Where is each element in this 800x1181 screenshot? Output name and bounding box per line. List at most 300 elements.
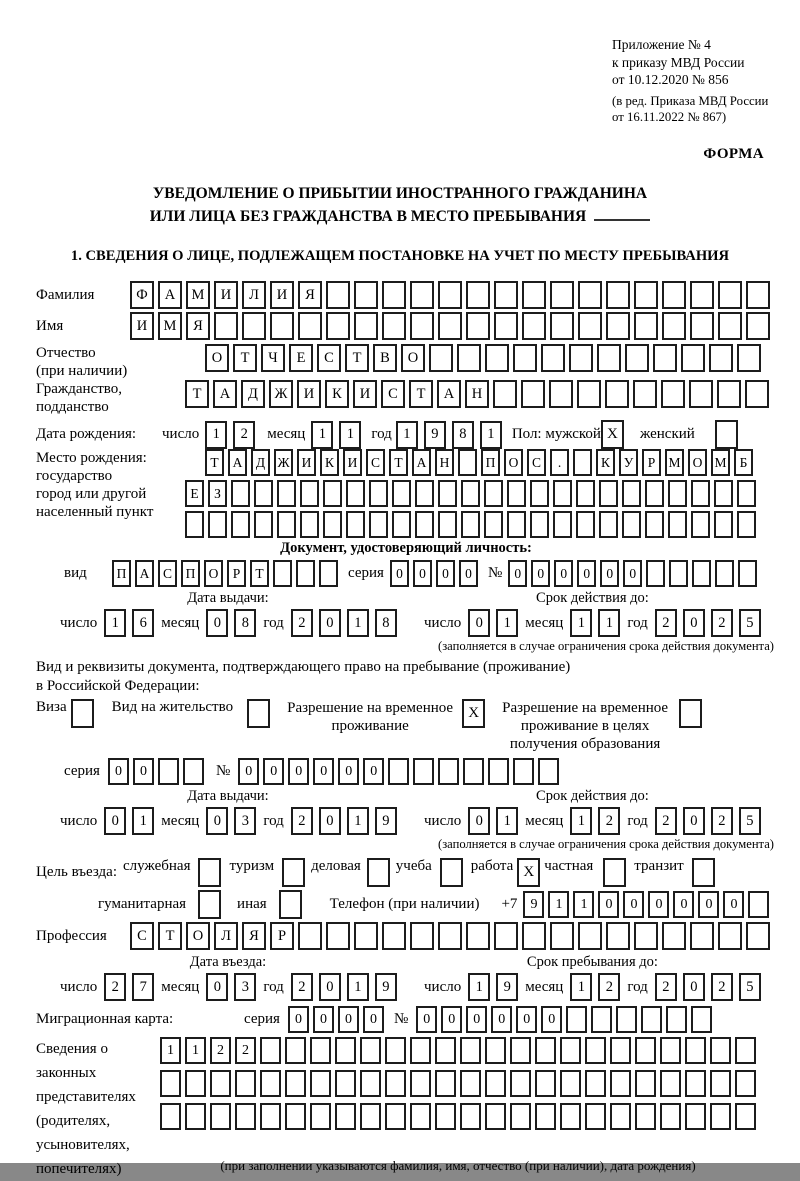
char-cell[interactable]: М [186,281,210,309]
char-cell[interactable]: З [208,480,227,507]
char-cell[interactable]: 0 [319,973,341,1001]
char-cell[interactable]: Б [734,449,753,476]
char-cell[interactable] [346,511,365,538]
char-cell[interactable]: 8 [234,609,256,637]
char-cell[interactable] [668,480,687,507]
char-cell[interactable]: 1 [347,609,369,637]
char-cell[interactable]: С [366,449,385,476]
char-cell[interactable] [485,1037,506,1064]
char-cell[interactable] [457,344,481,372]
char-cell[interactable]: 1 [339,421,361,449]
char-cell[interactable] [507,480,526,507]
char-cell[interactable]: П [481,449,500,476]
char-cell[interactable]: К [325,380,349,408]
char-cell[interactable] [685,1037,706,1064]
char-cell[interactable] [354,281,378,309]
char-cell[interactable]: С [130,922,154,950]
char-cell[interactable]: 1 [160,1037,181,1064]
char-cell[interactable] [689,380,713,408]
char-cell[interactable] [576,480,595,507]
char-cell[interactable]: 6 [132,609,154,637]
char-cell[interactable] [413,758,434,785]
char-cell[interactable] [597,344,621,372]
char-cell[interactable]: 5 [739,609,761,637]
char-cell[interactable]: 1 [598,609,620,637]
char-cell[interactable]: 2 [711,609,733,637]
char-cell[interactable]: А [228,449,247,476]
char-cell[interactable] [185,511,204,538]
char-cell[interactable]: А [412,449,431,476]
char-cell[interactable]: Р [270,922,294,950]
char-cell[interactable] [692,560,711,587]
char-cell[interactable] [435,1070,456,1097]
char-cell[interactable] [260,1037,281,1064]
char-cell[interactable] [461,511,480,538]
char-cell[interactable] [710,1037,731,1064]
char-cell[interactable]: Л [214,922,238,950]
char-cell[interactable] [392,511,411,538]
char-cell[interactable]: 1 [347,973,369,1001]
char-cell[interactable]: 0 [363,1006,384,1033]
purpose-study-checkbox[interactable] [440,858,463,887]
char-cell[interactable]: 2 [711,807,733,835]
char-cell[interactable] [235,1070,256,1097]
char-cell[interactable]: 0 [683,807,705,835]
char-cell[interactable] [606,312,630,340]
purpose-work-checkbox[interactable]: X [517,858,540,887]
char-cell[interactable]: 0 [390,560,409,587]
char-cell[interactable] [410,1070,431,1097]
char-cell[interactable] [185,1103,206,1130]
char-cell[interactable] [326,281,350,309]
char-cell[interactable] [573,449,592,476]
char-cell[interactable] [746,281,770,309]
char-cell[interactable] [298,312,322,340]
char-cell[interactable] [718,312,742,340]
char-cell[interactable] [323,511,342,538]
char-cell[interactable] [415,480,434,507]
char-cell[interactable]: А [213,380,237,408]
char-cell[interactable] [748,891,769,918]
char-cell[interactable]: 9 [424,421,446,449]
char-cell[interactable]: 1 [396,421,418,449]
char-cell[interactable]: У [619,449,638,476]
char-cell[interactable] [435,1103,456,1130]
char-cell[interactable] [566,1006,587,1033]
char-cell[interactable] [668,511,687,538]
char-cell[interactable]: П [112,560,131,587]
char-cell[interactable] [685,1103,706,1130]
char-cell[interactable] [681,344,705,372]
char-cell[interactable] [214,312,238,340]
char-cell[interactable] [685,1070,706,1097]
char-cell[interactable] [714,511,733,538]
char-cell[interactable]: 0 [313,1006,334,1033]
char-cell[interactable]: Т [185,380,209,408]
char-cell[interactable]: 0 [238,758,259,785]
char-cell[interactable]: А [437,380,461,408]
char-cell[interactable] [438,511,457,538]
char-cell[interactable] [578,281,602,309]
char-cell[interactable] [438,480,457,507]
char-cell[interactable] [410,312,434,340]
char-cell[interactable]: 1 [570,973,592,1001]
char-cell[interactable]: М [711,449,730,476]
char-cell[interactable]: К [596,449,615,476]
purpose-private-checkbox[interactable] [603,858,626,887]
char-cell[interactable]: 1 [185,1037,206,1064]
char-cell[interactable]: Т [233,344,257,372]
char-cell[interactable] [576,511,595,538]
char-cell[interactable]: Р [642,449,661,476]
char-cell[interactable] [410,922,434,950]
char-cell[interactable] [494,281,518,309]
char-cell[interactable] [460,1037,481,1064]
char-cell[interactable] [513,758,534,785]
char-cell[interactable]: 1 [205,421,227,449]
char-cell[interactable] [577,380,601,408]
char-cell[interactable] [606,281,630,309]
char-cell[interactable] [488,758,509,785]
char-cell[interactable] [535,1103,556,1130]
char-cell[interactable]: 0 [491,1006,512,1033]
char-cell[interactable]: 0 [413,560,432,587]
char-cell[interactable] [578,922,602,950]
sex-male-checkbox[interactable]: X [601,420,624,449]
char-cell[interactable] [718,922,742,950]
char-cell[interactable] [463,758,484,785]
char-cell[interactable] [510,1070,531,1097]
char-cell[interactable] [661,380,685,408]
char-cell[interactable] [493,380,517,408]
char-cell[interactable]: 0 [577,560,596,587]
char-cell[interactable] [560,1103,581,1130]
char-cell[interactable] [415,511,434,538]
char-cell[interactable] [718,281,742,309]
char-cell[interactable] [690,312,714,340]
char-cell[interactable]: 0 [698,891,719,918]
char-cell[interactable]: А [135,560,154,587]
purpose-other-checkbox[interactable] [279,890,302,919]
char-cell[interactable]: Т [205,449,224,476]
char-cell[interactable] [235,1103,256,1130]
char-cell[interactable] [605,380,629,408]
char-cell[interactable]: 5 [739,807,761,835]
char-cell[interactable]: И [270,281,294,309]
char-cell[interactable]: 0 [206,807,228,835]
char-cell[interactable] [550,312,574,340]
char-cell[interactable] [560,1037,581,1064]
char-cell[interactable] [737,344,761,372]
char-cell[interactable] [382,281,406,309]
char-cell[interactable]: 1 [480,421,502,449]
char-cell[interactable] [335,1037,356,1064]
char-cell[interactable] [538,758,559,785]
char-cell[interactable]: 0 [416,1006,437,1033]
char-cell[interactable]: Е [289,344,313,372]
char-cell[interactable]: 0 [288,1006,309,1033]
sex-female-checkbox[interactable] [715,420,738,449]
char-cell[interactable]: 5 [739,973,761,1001]
char-cell[interactable]: 0 [648,891,669,918]
char-cell[interactable] [410,1103,431,1130]
char-cell[interactable]: 0 [683,609,705,637]
temp-residence-checkbox[interactable]: X [462,699,485,728]
char-cell[interactable] [690,922,714,950]
char-cell[interactable]: А [158,281,182,309]
char-cell[interactable]: 1 [496,807,518,835]
char-cell[interactable] [354,312,378,340]
char-cell[interactable]: О [204,560,223,587]
char-cell[interactable] [690,281,714,309]
char-cell[interactable]: 0 [623,560,642,587]
char-cell[interactable]: И [297,380,321,408]
char-cell[interactable]: 2 [235,1037,256,1064]
char-cell[interactable]: 0 [598,891,619,918]
char-cell[interactable] [354,922,378,950]
char-cell[interactable] [738,560,757,587]
char-cell[interactable] [746,312,770,340]
char-cell[interactable] [507,511,526,538]
char-cell[interactable] [599,511,618,538]
char-cell[interactable] [466,922,490,950]
char-cell[interactable] [385,1070,406,1097]
char-cell[interactable] [737,480,756,507]
char-cell[interactable]: 0 [466,1006,487,1033]
char-cell[interactable]: 1 [104,609,126,637]
char-cell[interactable] [610,1070,631,1097]
char-cell[interactable]: 0 [673,891,694,918]
char-cell[interactable] [622,480,641,507]
char-cell[interactable]: К [320,449,339,476]
char-cell[interactable]: 0 [468,609,490,637]
char-cell[interactable]: 0 [459,560,478,587]
char-cell[interactable]: 1 [570,609,592,637]
char-cell[interactable] [560,1070,581,1097]
char-cell[interactable]: 9 [375,973,397,1001]
char-cell[interactable] [530,511,549,538]
char-cell[interactable] [385,1103,406,1130]
char-cell[interactable]: 1 [311,421,333,449]
char-cell[interactable]: О [205,344,229,372]
char-cell[interactable] [710,1070,731,1097]
char-cell[interactable]: Н [465,380,489,408]
char-cell[interactable]: О [688,449,707,476]
char-cell[interactable]: 0 [319,807,341,835]
char-cell[interactable] [160,1070,181,1097]
char-cell[interactable] [625,344,649,372]
char-cell[interactable]: 1 [570,807,592,835]
char-cell[interactable] [494,312,518,340]
char-cell[interactable]: 0 [206,973,228,1001]
char-cell[interactable]: 2 [655,973,677,1001]
char-cell[interactable]: Д [251,449,270,476]
char-cell[interactable] [494,922,518,950]
char-cell[interactable]: 0 [319,609,341,637]
purpose-tourism-checkbox[interactable] [282,858,305,887]
char-cell[interactable] [335,1070,356,1097]
char-cell[interactable]: 0 [516,1006,537,1033]
char-cell[interactable] [622,511,641,538]
char-cell[interactable] [553,511,572,538]
char-cell[interactable] [691,1006,712,1033]
char-cell[interactable] [737,511,756,538]
char-cell[interactable] [691,480,710,507]
char-cell[interactable] [410,1037,431,1064]
char-cell[interactable]: 2 [711,973,733,1001]
char-cell[interactable] [429,344,453,372]
char-cell[interactable]: Я [242,922,266,950]
char-cell[interactable] [183,758,204,785]
char-cell[interactable] [585,1070,606,1097]
char-cell[interactable] [485,1103,506,1130]
char-cell[interactable] [273,560,292,587]
char-cell[interactable] [521,380,545,408]
char-cell[interactable] [599,480,618,507]
char-cell[interactable]: 0 [338,758,359,785]
temp-residence-edu-checkbox[interactable] [679,699,702,728]
char-cell[interactable]: 0 [683,973,705,1001]
char-cell[interactable]: 0 [508,560,527,587]
char-cell[interactable] [310,1070,331,1097]
char-cell[interactable]: 2 [291,973,313,1001]
char-cell[interactable] [660,1037,681,1064]
char-cell[interactable] [635,1037,656,1064]
char-cell[interactable] [392,480,411,507]
char-cell[interactable] [346,480,365,507]
char-cell[interactable] [610,1037,631,1064]
char-cell[interactable]: Д [241,380,265,408]
char-cell[interactable]: 0 [441,1006,462,1033]
char-cell[interactable] [553,480,572,507]
char-cell[interactable] [522,312,546,340]
char-cell[interactable] [660,1070,681,1097]
char-cell[interactable] [669,560,688,587]
char-cell[interactable] [323,480,342,507]
char-cell[interactable]: 0 [541,1006,562,1033]
char-cell[interactable] [460,1103,481,1130]
char-cell[interactable] [535,1037,556,1064]
char-cell[interactable] [298,922,322,950]
char-cell[interactable] [746,922,770,950]
char-cell[interactable] [310,1103,331,1130]
char-cell[interactable]: 2 [655,807,677,835]
char-cell[interactable] [458,449,477,476]
char-cell[interactable] [634,922,658,950]
char-cell[interactable] [691,511,710,538]
char-cell[interactable] [735,1037,756,1064]
char-cell[interactable] [382,312,406,340]
char-cell[interactable] [438,922,462,950]
char-cell[interactable] [360,1070,381,1097]
char-cell[interactable]: 2 [655,609,677,637]
char-cell[interactable] [635,1070,656,1097]
purpose-humanitarian-checkbox[interactable] [198,890,221,919]
char-cell[interactable]: Ж [274,449,293,476]
char-cell[interactable] [484,511,503,538]
char-cell[interactable]: 1 [496,609,518,637]
char-cell[interactable] [260,1103,281,1130]
char-cell[interactable] [646,560,665,587]
char-cell[interactable] [645,511,664,538]
char-cell[interactable] [326,312,350,340]
char-cell[interactable]: 2 [598,807,620,835]
char-cell[interactable] [210,1103,231,1130]
char-cell[interactable] [461,480,480,507]
char-cell[interactable] [522,281,546,309]
char-cell[interactable]: 7 [132,973,154,1001]
char-cell[interactable]: 8 [375,609,397,637]
visa-checkbox[interactable] [71,699,94,728]
char-cell[interactable] [616,1006,637,1033]
char-cell[interactable]: С [158,560,177,587]
char-cell[interactable]: 0 [436,560,455,587]
char-cell[interactable]: Т [409,380,433,408]
char-cell[interactable] [260,1070,281,1097]
residence-permit-checkbox[interactable] [247,699,270,728]
char-cell[interactable]: Н [435,449,454,476]
char-cell[interactable] [735,1103,756,1130]
char-cell[interactable] [641,1006,662,1033]
char-cell[interactable] [484,480,503,507]
char-cell[interactable]: 0 [623,891,644,918]
char-cell[interactable]: О [186,922,210,950]
char-cell[interactable]: И [297,449,316,476]
char-cell[interactable] [662,922,686,950]
char-cell[interactable]: И [353,380,377,408]
char-cell[interactable]: 3 [234,807,256,835]
char-cell[interactable]: 2 [210,1037,231,1064]
char-cell[interactable]: С [527,449,546,476]
char-cell[interactable]: Е [185,480,204,507]
char-cell[interactable] [254,480,273,507]
char-cell[interactable] [270,312,294,340]
char-cell[interactable]: Т [345,344,369,372]
purpose-business-checkbox[interactable] [367,858,390,887]
char-cell[interactable]: И [130,312,154,340]
char-cell[interactable]: 0 [723,891,744,918]
char-cell[interactable]: 0 [104,807,126,835]
char-cell[interactable] [485,1070,506,1097]
char-cell[interactable] [438,281,462,309]
char-cell[interactable] [513,344,537,372]
char-cell[interactable]: Ф [130,281,154,309]
char-cell[interactable] [530,480,549,507]
char-cell[interactable] [285,1070,306,1097]
char-cell[interactable] [510,1037,531,1064]
char-cell[interactable] [535,1070,556,1097]
char-cell[interactable] [645,480,664,507]
char-cell[interactable] [231,511,250,538]
char-cell[interactable] [335,1103,356,1130]
char-cell[interactable] [662,312,686,340]
char-cell[interactable] [310,1037,331,1064]
char-cell[interactable] [300,511,319,538]
char-cell[interactable] [660,1103,681,1130]
char-cell[interactable] [606,922,630,950]
char-cell[interactable]: О [401,344,425,372]
char-cell[interactable]: 0 [288,758,309,785]
char-cell[interactable] [662,281,686,309]
char-cell[interactable] [591,1006,612,1033]
char-cell[interactable] [277,480,296,507]
char-cell[interactable] [319,560,338,587]
purpose-transit-checkbox[interactable] [692,858,715,887]
char-cell[interactable] [360,1103,381,1130]
char-cell[interactable] [550,922,574,950]
char-cell[interactable]: М [665,449,684,476]
char-cell[interactable] [714,480,733,507]
